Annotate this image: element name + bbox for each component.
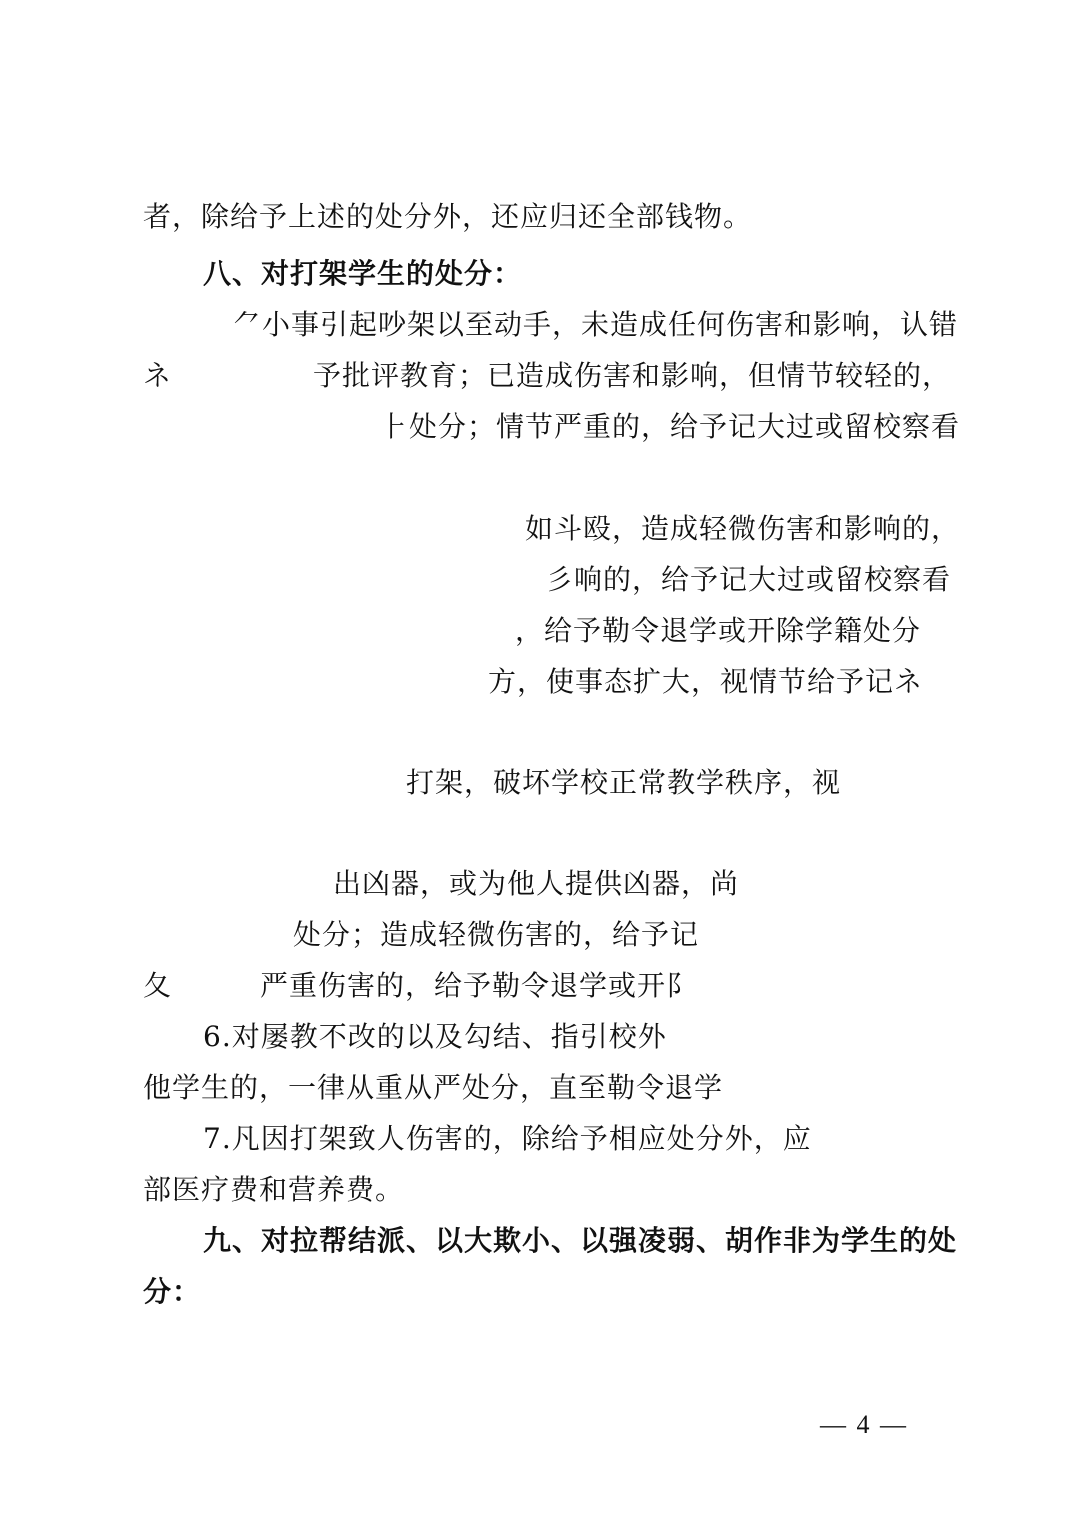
section-heading: 九、对拉帮结派、以大欺小、以强凌弱、胡作非为学生的处 [203,1224,958,1257]
text-line: 7.凡因打架致人伤害的，除给予相应处分外，应 [203,1122,812,1155]
text-line: 如斗殴，造成轻微伤害和影响的， [525,512,961,545]
text-line: 彡响的，给予记大过或留校察看 [545,563,952,596]
text-line: ，给予勒令退学或开除学籍处分 [515,614,922,647]
section-heading: 分： [143,1275,202,1308]
text-line: ⺈小事引起吵架以至动手，未造成任何伤害和影响，认错 [233,308,959,341]
section-heading: 八、对打架学生的处分： [203,257,523,290]
page-number: — 4 — [820,1410,908,1439]
text-line: 出凶器，或为他人提供凶器，尚 [333,867,740,900]
text-line: 夂 [143,969,173,1002]
text-line: 严重伤害的，给予勒令退学或开阝 [260,969,696,1002]
text-line: 部医疗费和营养费。 [143,1173,405,1206]
text-line: ⺊处分；情节严重的，给予记大过或留校察看 [380,410,961,443]
text-line: 方，使事态扩大，视情节给予记ネ [488,665,924,698]
text-line: 者，除给予上述的处分外，还应归还全部钱物。 [143,200,753,233]
text-line: ネ [143,359,173,392]
text-line: 处分；造成轻微伤害的，给予记 [293,918,700,951]
text-line: 予批评教育；已造成伤害和影响，但情节较轻的， [313,359,952,392]
text-line: 打架，破坏学校正常教学秩序，视 [406,766,842,799]
text-line: 他学生的，一律从重从严处分，直至勒令退学 [143,1071,724,1104]
text-line: 6.对屡教不改的以及勾结、指引校外 [203,1020,667,1053]
